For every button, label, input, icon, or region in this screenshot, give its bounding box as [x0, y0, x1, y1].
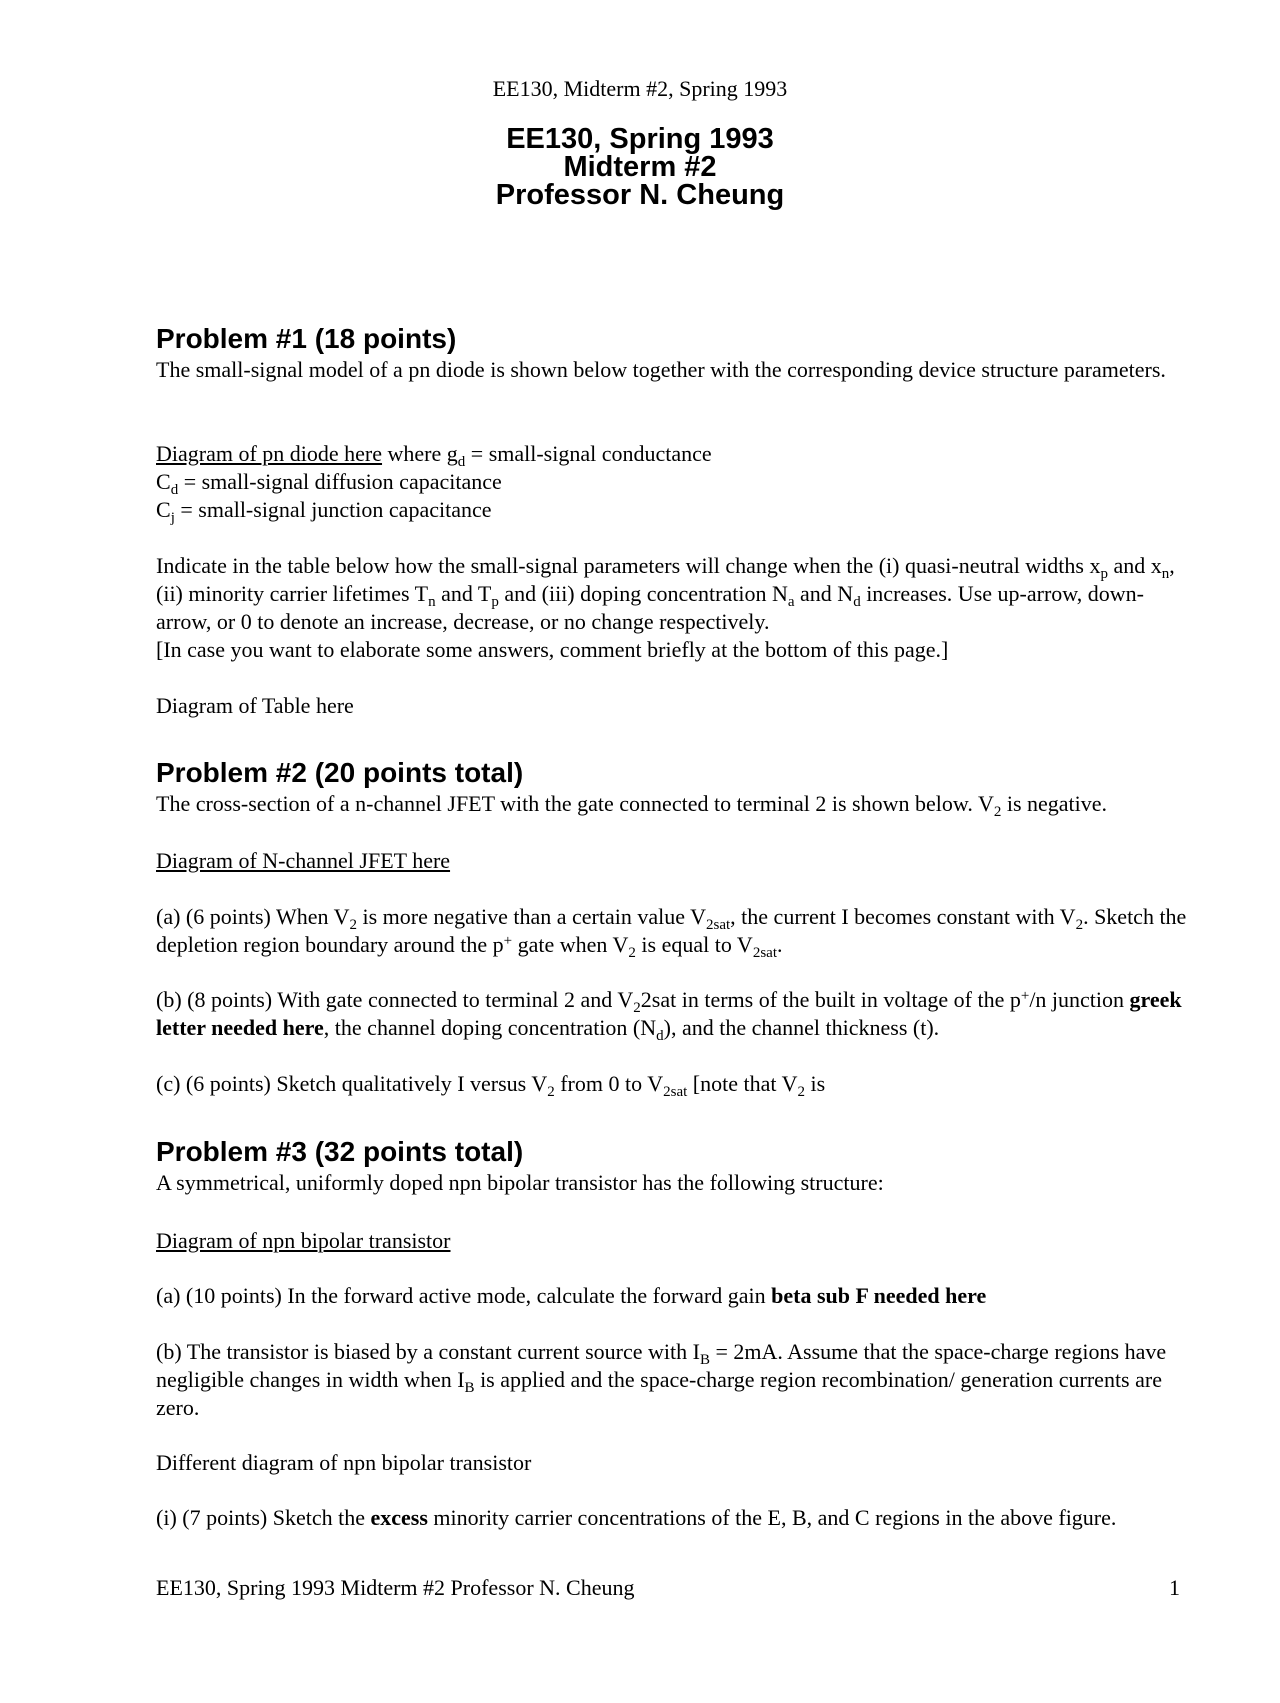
- beta-placeholder: beta sub F needed here: [771, 1283, 987, 1308]
- problem-2-part-a: (a) (6 points) When $V_2$ is more negative than a certain value $V_{2sat}$, the current I becomes constant with $V_2$. Sketch the depletion region boundary around the p+ gate when $V_2$ is equal to $V_{2sat}$.: [156, 904, 1187, 961]
- gd-definition: Diagram of pn diode here where $g_d$ = small-signal conductance: [156, 441, 712, 470]
- problem-1-heading: Problem #1 (18 points): [156, 323, 457, 354]
- title-line-1: EE130, Spring 1993: [506, 123, 774, 155]
- problem-3-heading: Problem #3 (32 points total): [156, 1136, 524, 1167]
- problem-3-part-i: (i) (7 points) Sketch the excess minority carrier concentrations of the E, B, and C regions in the above figure.: [156, 1505, 1117, 1530]
- problem-1-instruction-text: Indicate in the table below how the small-signal parameters will change when the (i) quasi-neutral widths $x_p$ and $x_n$, (ii) minority carrier lifetimes $T_n$ and $T_p$ and (iii) doping concentration $N_a$ and $N_d$ increases. Use up-arrow, down-arrow, or 0 to denote an increase, decrease, or no change respectively.: [156, 553, 1175, 634]
- problem-3-intro: A symmetrical, uniformly doped npn bipolar transistor has the following structure:: [156, 1170, 884, 1195]
- problem-3-diagram-row: [156, 1227, 1196, 1255]
- problem-2-part-b: (b) (8 points) With gate connected to terminal 2 and $V_22sat$ in terms of the built in voltage of the p+/n junction greek letter needed here, the channel doping concentration $(N_d)$, and the channel thickness (t).: [156, 987, 1182, 1044]
- problem-2-diagram-row: [156, 847, 1196, 875]
- problem-3-part-b: (b) The transistor is biased by a constant current source with $I_B = 2mA$. Assume that the space-charge regions have negligible changes in width when $I_B$ is applied and the space-charge region recombination/ generation currents are zero.: [156, 1339, 1167, 1420]
- problem-1-instructions: [156, 552, 1196, 664]
- problem-2: [156, 756, 1196, 818]
- table-placeholder: Diagram of Table here: [156, 693, 354, 718]
- problem-2-heading: Problem #2 (20 points total): [156, 757, 524, 788]
- page-title: [0, 125, 1280, 209]
- problem-1-intro: The small-signal model of a pn diode is shown below together with the corresponding device structure parameters.: [156, 357, 1166, 382]
- problem-1-bracket-note: [In case you want to elaborate some answers, comment briefly at the bottom of this page.]: [156, 637, 949, 662]
- title-line-3: Professor N. Cheung: [495, 179, 785, 211]
- pn-diode-diagram-link[interactable]: Diagram of pn diode here: [156, 441, 383, 466]
- problem-2-intro: The cross-section of a n-channel JFET with the gate connected to terminal 2 is shown below. $V_2$ is negative.: [156, 791, 1108, 820]
- page-footer: [156, 1575, 1180, 1601]
- jfet-diagram-link[interactable]: Diagram of N-channel JFET here: [156, 848, 451, 873]
- greek-letter-placeholder: greek letter needed here: [156, 987, 1182, 1040]
- problem-3: [156, 1135, 1196, 1197]
- problem-3-part-a: (a) (10 points) In the forward active mode, calculate the forward gain beta sub F needed here: [156, 1283, 987, 1308]
- footer-text: EE130, Spring 1993 Midterm #2 Professor N. Cheung: [156, 1575, 635, 1600]
- cd-definition: $C_d$ = small-signal diffusion capacitance: [156, 469, 502, 498]
- problem-1: [156, 322, 1196, 384]
- problem-1-definitions: [156, 440, 1196, 524]
- cj-definition: $C_j$ = small-signal junction capacitance: [156, 497, 492, 526]
- page-number: 1: [1169, 1575, 1180, 1600]
- running-header: EE130, Midterm #2, Spring 1993: [492, 76, 788, 101]
- npn-diagram-link[interactable]: Diagram of npn bipolar transistor: [156, 1228, 451, 1253]
- npn-diagram-2-placeholder: Different diagram of npn bipolar transistor: [156, 1450, 532, 1475]
- title-line-2: Midterm #2: [563, 151, 717, 183]
- problem-2-part-c: (c) (6 points) Sketch qualitatively I versus $V_2$ from 0 to $V_{2sat}$ [note that $V_2$ is: [156, 1071, 826, 1100]
